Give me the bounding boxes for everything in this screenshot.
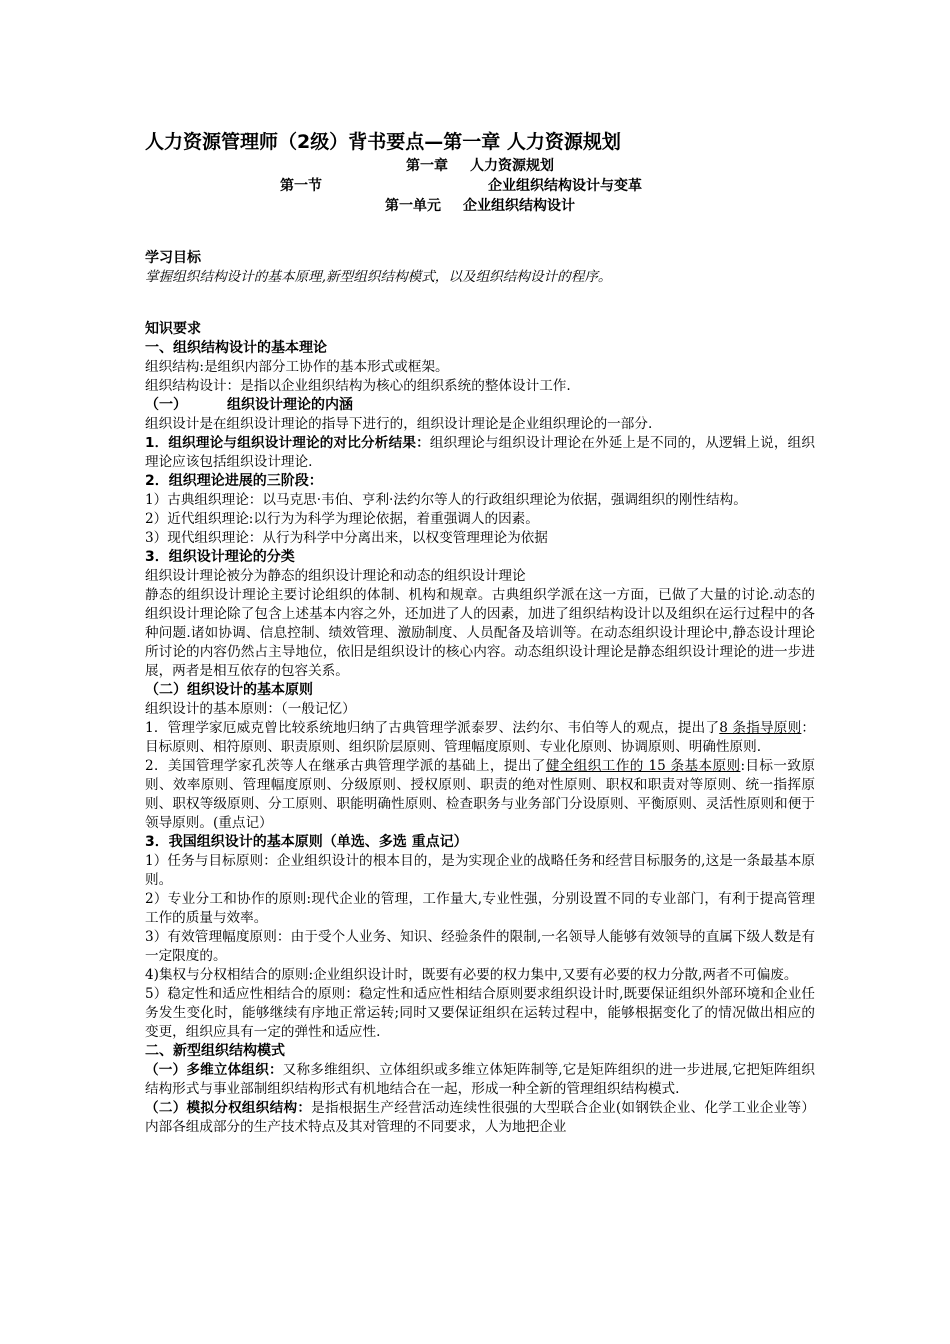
unit-num: 第一单元 [385, 198, 441, 214]
document-page [145, 128, 815, 1137]
section-name: 企业组织结构设计与变革 [488, 178, 642, 194]
paragraph-sub1: 组织设计是在组织设计理论的指导下进行的，组织设计理论是企业组织理论的一部分. [145, 416, 653, 432]
knowledge-label: 知识要求 [145, 321, 201, 337]
principle-1-b: ：目标原则、相符原则、职责原则、组织阶层原则、管理幅度原则、专业化原则、协调原则、明确性原则. [145, 720, 815, 755]
cn-principle-5: 5）稳定性和适应性相结合的原则：稳定性和适应性相结合原则要求组织设计时,既要保证组织外部环境和企业任务发生变化时，能够继续有序地正常运转;同时又要保证组织在运转过程中，能够根据变化了的情况做出相应的变更，组织应具有一定的弹性和适应性. [145, 986, 815, 1040]
model-1-head: （一）多维立体组织： [145, 1062, 283, 1078]
definition-structure: 组织结构:是组织内部分工协作的基本形式或框架。 [145, 359, 449, 375]
subheading-2: （二）组织设计的基本原则 [145, 682, 313, 698]
stage-2: 2）近代组织理论:以行为为科学为理论依据，着重强调人的因素。 [145, 511, 539, 527]
model-1-text: 又称多维组织、立体组织或多维立体矩阵制等,它是矩阵组织的进一步进展,它把矩阵组织结构形式与事业部制组织结构形式有机地结合在一起，形成一种全新的管理组织结构模式. [145, 1062, 816, 1097]
stage-1: 1）古典组织理论：以马克思·韦伯、亨利·法约尔等人的行政组织理论为依据，强调组织的刚性结构。 [145, 492, 747, 508]
section-heading [145, 176, 815, 196]
study-goal-text: 掌握组织结构设计的基本原理,新型组织结构模式，以及组织结构设计的程序。 [145, 269, 612, 285]
model-2-text: 是指根据生产经营活动连续性很强的大型联合企业(如钢铁企业、化学工业企业等）内部各组成部分的生产技术特点及其对管理的不同要求，人为地把企业 [145, 1100, 815, 1135]
principle-2-underlined: 健全组织工作的 15 条基本原则 [545, 758, 741, 774]
doc-title: 人力资源管理师（2级）背书要点—第一章 人力资源规划 [145, 131, 621, 153]
chapter-num: 第一章 [406, 158, 448, 174]
cn-principle-2: 2）专业分工和协作的原则:现代企业的管理，工作量大,专业性强，分别设置不同的专业部门，有利于提高管理工作的质量与效率。 [145, 891, 815, 926]
model-2-head: （二）模拟分权组织结构： [145, 1100, 312, 1116]
subheading-1-title: 组织设计理论的内涵 [227, 397, 353, 413]
heading-1: 一、组织结构设计的基本理论 [145, 340, 327, 356]
stage-3: 3）现代组织理论：从行为科学中分离出来，以权变管理理论为依据 [145, 530, 548, 546]
paragraph-sub2: 组织设计的基本原则：（一般记忆） [145, 701, 356, 717]
cn-principle-3: 3）有效管理幅度原则：由于受个人业务、知识、经验条件的限制,一名领导人能够有效领导的直属下级人数是有一定限度的。 [145, 929, 815, 964]
model-1 [145, 1061, 815, 1099]
section-num: 第一节 [280, 178, 322, 194]
subheading-1-num: （一） [145, 397, 187, 413]
classification-1: 组织设计理论被分为静态的组织设计理论和动态的组织设计理论 [145, 568, 526, 584]
point-3-head: 3．组织设计理论的分类 [145, 549, 295, 565]
cn-principle-4: 4)集权与分权相结合的原则:企业组织设计时，既要有必要的权力集中,又要有必要的权力分散,两者不可偏废。 [145, 967, 798, 983]
unit-heading [145, 196, 815, 216]
model-2 [145, 1099, 815, 1137]
point-2-head: 2．组织理论进展的三阶段： [145, 473, 323, 489]
classification-2: 静态的组织设计理论主要讨论组织的体制、机构和规章。古典组织学派在这一方面，已做了大量的讨论.动态的组织设计理论除了包含上述基本内容之外，还加进了人的因素，加进了组织结构设计以及组织在运行过程中的各种问题.诸如协调、信息控制、绩效管理、激励制度、人员配备及培训等。在动态组织设计理论中,静态设计理论所讨论的内容仍然占主导地位，依旧是组织设计的核心内容。动态组织设计理论是静态组织设计理论的进一步进展，两者是相互依存的包容关系。 [145, 587, 815, 679]
unit-name: 企业组织结构设计 [463, 198, 575, 214]
subheading-1 [145, 396, 815, 415]
principle-2 [145, 757, 815, 833]
principle-1 [145, 719, 815, 757]
chapter-heading [145, 156, 815, 176]
point-1-head: 1．组织理论与组织设计理论的对比分析结果： [145, 435, 430, 451]
point-1 [145, 434, 815, 472]
chapter-name: 人力资源规划 [470, 158, 554, 174]
point-3b-head: 3．我国组织设计的基本原则（单选、多选 重点记） [145, 834, 468, 850]
definition-design: 组织结构设计：是指以企业组织结构为核心的组织系统的整体设计工作. [145, 378, 571, 394]
principle-2-b: :目标一致原则、效率原则、管理幅度原则、分级原则、授权原则、职责的绝对性原则、职权和职责对等原则、统一指挥原则、职权等级原则、分工原则、职能明确性原则、检查职务与业务部门分设原则、平衡原则、灵活性原则和便于领导原则。(重点记） [145, 758, 815, 831]
principle-1-underlined: 8 条指导原则 [719, 720, 802, 736]
principle-2-a: 2．美国管理学家孔茨等人在继承古典管理学派的基础上，提出了 [145, 758, 546, 774]
point-1-text: 组织理论与组织设计理论在外延上是不同的，从逻辑上说，组织理论应该包括组织设计理论. [145, 435, 815, 470]
principle-1-a: 1．管理学家厄威克曾比较系统地归纳了古典管理学派泰罗、法约尔、韦伯等人的观点，提出了 [145, 720, 720, 736]
heading-2: 二、新型组织结构模式 [145, 1043, 285, 1059]
study-goal-label: 学习目标 [145, 250, 201, 266]
cn-principle-1: 1）任务与目标原则：企业组织设计的根本目的，是为实现企业的战略任务和经营目标服务的,这是一条最基本原则。 [145, 853, 815, 888]
